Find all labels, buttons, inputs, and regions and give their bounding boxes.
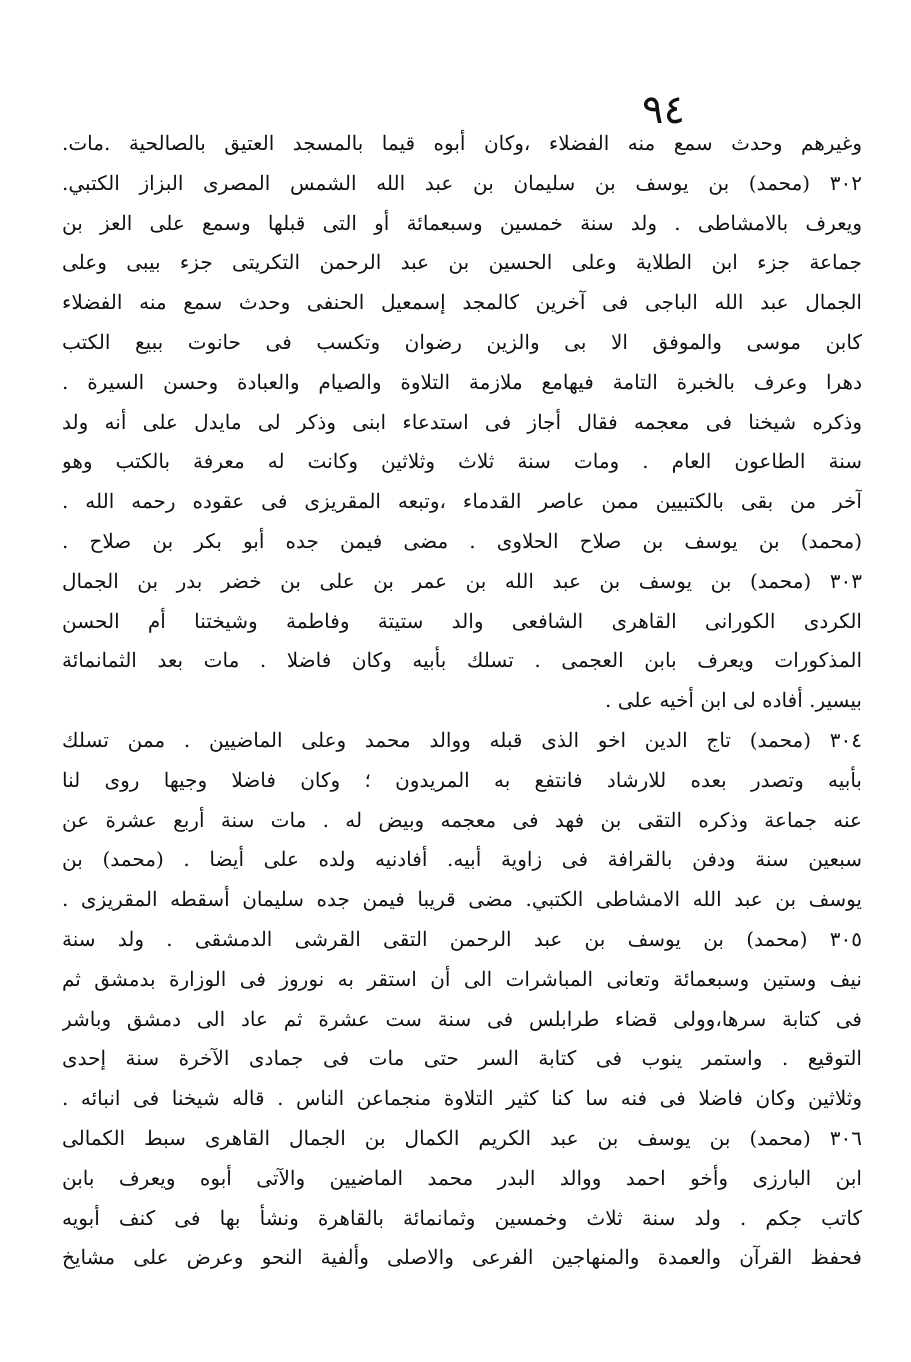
text-line: ويعرف بالامشاطى . ولد سنة خمسين وسبعمائة أو التى قبلها وسمع على العز بن	[62, 210, 862, 235]
text-line: سنة الطاعون العام . ومات سنة ثلاث وثلاثين وكانت له معرفة بالكتب وهو	[62, 449, 862, 474]
text-line: كاتب جكم . ولد سنة ثلاث وخمسين وثمانمائة بالقاهرة ونشأ بها فى كنف أبويه	[62, 1205, 862, 1230]
body-text	[62, 124, 862, 1278]
text-line: التوقيع . واستمر ينوب فى كتابة السر حتى مات فى جمادى الآخرة سنة إحدى	[62, 1046, 862, 1071]
text-line: جماعة جزء ابن الطلاية وعلى الحسين بن عبد الرحمن التكريتى جزء بيبى وعلى	[62, 250, 862, 275]
text-line: الجمال عبد الله الباجى فى آخرين كالمجد إسمعيل الحنفى وحدث سمع منه الفضلاء	[62, 290, 862, 315]
text-line: ٣٠٢ (محمد) بن يوسف بن سليمان بن عبد الله الشمس المصرى البزاز الكتبي.	[62, 170, 862, 195]
text-line: كابن موسى والموفق الا بى والزين رضوان وتكسب فى حانوت ببيع الكتب	[62, 329, 862, 354]
text-line: سبعين سنة ودفن بالقرافة فى زاوية أبيه. أفادنيه ولده على أيضا . (محمد) بن	[62, 847, 862, 872]
text-line: (محمد) بن يوسف بن صلاح الحلاوى . مضى فيمن جده أبو بكر بن صلاح .	[62, 528, 862, 553]
text-line: دهرا وعرف بالخبرة التامة فيهامع ملازمة التلاوة والصيام والعبادة وحسن السيرة .	[62, 369, 862, 394]
text-line: المذكورات ويعرف بابن العجمى . تسلك بأبيه وكان فاضلا . مات بعد الثمانمائة	[62, 648, 862, 673]
text-line: آخر من بقى بالكتبيين ممن عاصر القدماء ،وتبعه المقريزى فى عقوده رحمه الله .	[62, 489, 862, 514]
text-line: ٣٠٥ (محمد) بن يوسف بن عبد الرحمن التقى القرشى الدمشقى . ولد سنة	[62, 926, 862, 951]
text-line: ابن البارزى وأخو احمد ووالد البدر محمد الماضيين والآتى أبوه ويعرف بابن	[62, 1165, 862, 1190]
text-line: فحفظ القرآن والعمدة والمنهاجين الفرعى والاصلى وألفية النحو وعرض على مشايخ	[62, 1245, 862, 1270]
text-line: ٣٠٦ (محمد) بن يوسف بن عبد الكريم الكمال بن الجمال القاهرى سبط الكمالى	[62, 1125, 862, 1150]
text-line: الكردى الكورانى القاهرى الشافعى والد ستيتة وفاطمة وشيختنا أم الحسن	[62, 608, 862, 633]
text-line: ٣٠٣ (محمد) بن يوسف بن عبد الله بن عمر بن على بن خضر بدر بن الجمال	[62, 568, 862, 593]
text-line: يوسف بن عبد الله الامشاطى الكتبي. مضى قريبا فيمن جده سليمان أسقطه المقريزى .	[62, 887, 862, 912]
text-line: فى كتابة سرها،وولى قضاء طرابلس فى سنة ست عشرة ثم عاد الى دمشق وباشر	[62, 1006, 862, 1031]
text-line: ٣٠٤ (محمد) تاج الدين اخو الذى قبله ووالد محمد وعلى الماضيين . ممن تسلك	[62, 727, 862, 752]
text-line: وغيرهم وحدث سمع منه الفضلاء ،وكان أبوه قيما بالمسجد العتيق بالصالحية .مات.	[62, 131, 862, 155]
text-line: وذكره شيخنا فى معجمه فقال أجاز فى استدعاء ابنى وذكر لى مايدل على أنه ولد	[62, 409, 862, 434]
text-line: نيف وستين وسبعمائة وتعانى المباشرات الى أن استقر به نوروز فى الوزارة بدمشق ثم	[62, 966, 862, 991]
text-line: بأبيه وتصدر بعده للارشاد فانتفع به المريدون ؛ وكان فاضلا وجيها روى لنا	[62, 767, 862, 792]
text-line: عنه جماعة وذكره التقى بن فهد فى معجمه وبيض له . مات سنة أربع عشرة عن	[62, 807, 862, 832]
text-line: وثلاثين وكان فاضلا فى فنه سا كنا كثير التلاوة منجماعن الناس . قاله شيخنا فى انبائه .	[62, 1086, 862, 1111]
page-number: ٩٤	[642, 87, 685, 133]
text-line: بيسير. أفاده لى ابن أخيه على .	[605, 688, 862, 713]
